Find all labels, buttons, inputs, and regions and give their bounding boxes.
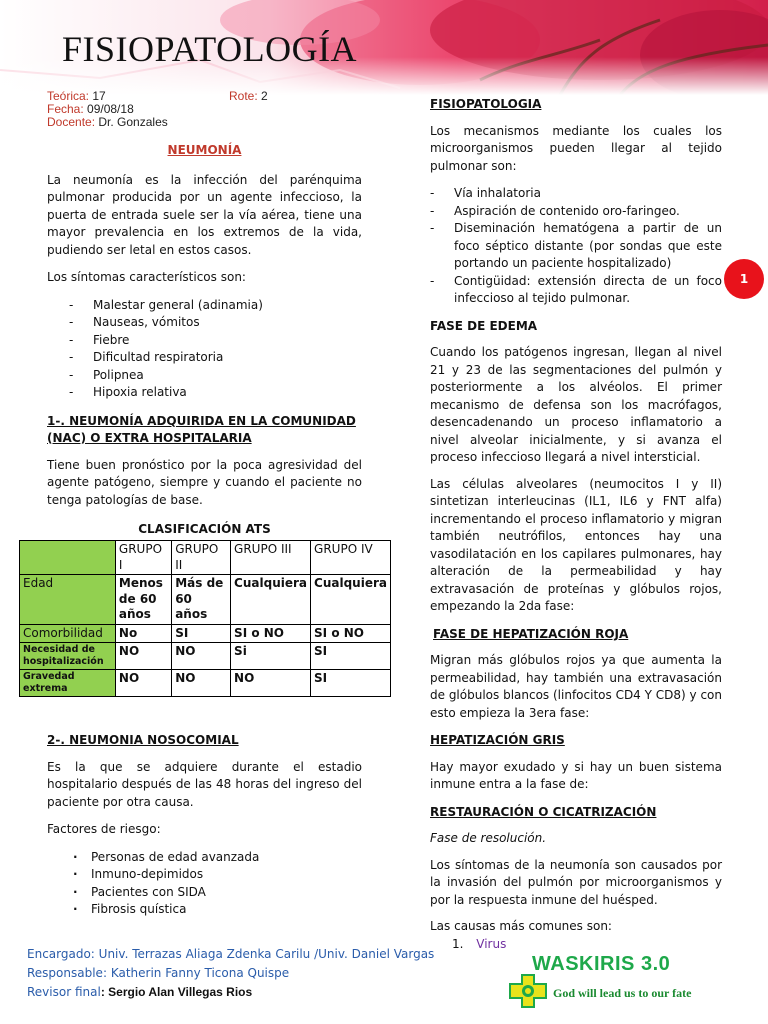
left-column-lower: [47, 732, 362, 919]
restauracion-heading: RESTAURACIÓN O CICATRIZACIÓN: [430, 804, 657, 819]
list-item: - Hipoxia relativa: [69, 384, 362, 402]
table-row: [20, 624, 391, 643]
nosocomial-heading: 2-. NEUMONIA NOSOCOMIAL: [47, 733, 239, 747]
table-cell: Menos de 60 años: [115, 575, 171, 625]
list-item: - Diseminación hematógena a partir de un foco séptico distante (por sondas que este portando un paciente hospitalizado): [430, 220, 722, 273]
table-cell: SI: [172, 624, 231, 643]
symptoms-list: [69, 297, 362, 402]
list-item: · Personas de edad avanzada: [71, 849, 362, 867]
footer-encargado: [27, 947, 434, 961]
teorica-label: Teórica:: [47, 89, 90, 103]
table-cell: NO: [172, 643, 231, 670]
table-cell: NO: [115, 670, 171, 697]
table-cell: SI: [311, 643, 391, 670]
table-row: [20, 643, 391, 670]
table-title: CLASIFICACIÓN ATS: [138, 522, 271, 536]
nac-heading-line-2: (NAC) O EXTRA HOSPITALARIA: [47, 430, 252, 445]
hepatizacion-roja-heading: FASE DE HEPATIZACIÓN ROJA: [433, 626, 629, 641]
responsable-value: Katherin Fanny Ticona Quispe: [110, 966, 290, 980]
risk-intro: Factores de riesgo:: [47, 822, 161, 836]
brand-name: WASKIRIS 3.0: [532, 953, 671, 975]
nac-heading: [47, 413, 362, 447]
fecha-label: Fecha:: [47, 102, 84, 116]
row-label: Edad: [20, 575, 116, 625]
right-column: [430, 96, 722, 953]
table-cell: NO: [231, 670, 311, 697]
table-cell: No: [115, 624, 171, 643]
edema-heading: FASE DE EDEMA: [430, 318, 538, 333]
edema-paragraph-2: Las células alveolares (neumocitos I y II) sintetizan interleucinas (IL1, IL6 y FNT alfa) incrementando el proceso inflamatorio y migran también neutrófilos, entonces hay una vasodilatación en los capilares pulmonares, hay alteración de la permeabilidad y hay extravasación de proteínas y glóbulos rojos, empezando la 2da fase:: [430, 476, 722, 613]
list-item: - Aspiración de contenido oro-faringeo.: [430, 203, 722, 221]
causes-list-item: [452, 936, 722, 954]
table-cell: Cualquiera: [231, 575, 311, 625]
responsable-label: Responsable:: [27, 966, 107, 980]
table-cell: SI o NO: [231, 624, 311, 643]
page-number-badge: 1: [724, 259, 764, 299]
causes-number: 1.: [452, 936, 464, 951]
fisiopatologia-intro: Los mecanismos mediante los cuales los microorganismos pueden llegar al tejido pulmonar son:: [430, 123, 722, 173]
fisiopatologia-heading: FISIOPATOLOGIA: [430, 97, 542, 111]
table-row: [20, 575, 391, 625]
list-item: - Dificultad respiratoria: [69, 349, 362, 367]
list-item: · Pacientes con SIDA: [71, 884, 362, 902]
routes-list: [430, 185, 722, 308]
edema-paragraph-1: Cuando los patógenos ingresan, llegan al nivel 21 y 23 de las segmentaciones del pulmón y posteriormente a los alvéolos. El primer mecanismo de defensa son los macrófagos, desencadenando un proceso inflamatorio a nivel alveolar inicialmente, y si avanza el proceso infeccioso llegará a nivel intersticial.: [430, 345, 722, 464]
table-header: GRUPO IV: [311, 541, 391, 575]
symptoms-intro: Los síntomas característicos son:: [47, 270, 246, 284]
list-item: · Inmuno-depimidos: [71, 866, 362, 884]
table-cell: SI: [311, 670, 391, 697]
table-cell: Cualquiera: [311, 575, 391, 625]
table-cell: Si: [231, 643, 311, 670]
list-item: - Malestar general (adinamia): [69, 297, 362, 315]
meta-rote: [229, 90, 268, 103]
row-label: Gravedad extrema: [20, 670, 116, 697]
table-cell: NO: [172, 670, 231, 697]
revisor-label: Revisor final: [27, 985, 101, 999]
page-title: FISIOPATOLOGÍA: [62, 29, 358, 69]
table-cell: NO: [115, 643, 171, 670]
hepatizacion-gris-heading: HEPATIZACIÓN GRIS: [430, 733, 565, 747]
cause-virus: Virus: [476, 936, 507, 951]
list-item: - Vía inhalatoria: [430, 185, 722, 203]
fecha-value: 09/08/18: [87, 102, 134, 116]
table-header: GRUPO I: [115, 541, 171, 575]
rote-value: 2: [261, 89, 268, 103]
encargado-label: Encargado:: [27, 947, 95, 961]
docente-label: Docente:: [47, 115, 96, 129]
meta-docente: [47, 116, 168, 129]
list-item: - Nauseas, vómitos: [69, 314, 362, 332]
docente-value: Dr. Gonzales: [98, 115, 168, 129]
table-header: GRUPO II: [172, 541, 231, 575]
table-cell: SI o NO: [311, 624, 391, 643]
teorica-value: 17: [92, 89, 106, 103]
list-item: · Fibrosis quística: [71, 901, 362, 919]
table-row: [20, 670, 391, 697]
hepatizacion-roja-text: Migran más glóbulos rojos ya que aumenta la permeabilidad, hay también una extravasación de glóbulos blancos (linfocitos CD4 Y CD8) y con esto empieza la 3era fase:: [430, 653, 722, 720]
nac-heading-line-1: 1-. NEUMONÍA ADQUIRIDA EN LA COMUNIDAD: [47, 413, 356, 428]
row-label: Necesidad de hospitalización: [20, 643, 116, 670]
row-label: Comorbilidad: [20, 624, 116, 643]
nosocomial-text: Es la que se adquiere durante el estadio hospitalario después de las 48 horas del ingreso del paciente por otra causa.: [47, 759, 362, 809]
ats-table: [19, 540, 391, 697]
symptoms-cause-text: Los síntomas de la neumonía son causados por la invasión del pulmón por microorganismos y por la respuesta inmune del huésped.: [430, 857, 722, 907]
table-row: [20, 541, 391, 575]
encargado-value: Univ. Terrazas Aliaga Zdenka Carilu /Univ. Daniel Vargas: [98, 947, 435, 961]
list-item: - Fiebre: [69, 332, 362, 350]
rote-label: Rote:: [229, 89, 258, 103]
risk-list: [71, 849, 362, 919]
left-column: [47, 142, 362, 539]
table-header: GRUPO III: [231, 541, 311, 575]
footer-revisor: [27, 985, 252, 999]
list-item: - Contigüidad: extensión directa de un foco infeccioso al tejido pulmonar.: [430, 273, 722, 308]
revisor-value: : Sergio Alan Villegas Rios: [100, 985, 253, 999]
waskiris-logo-icon: [509, 974, 547, 1008]
nac-text: Tiene buen pronóstico por la poca agresividad del agente patógeno, siempre y cuando el paciente no tenga patologías de base.: [47, 457, 362, 507]
table-corner: [20, 541, 116, 575]
hepatizacion-gris-text: Hay mayor exudado y si hay un buen sistema inmune entra a la fase de:: [430, 759, 722, 791]
footer-responsable: [27, 966, 289, 980]
brand-tagline: God will lead us to our fate: [553, 986, 692, 1000]
list-item: - Polipnea: [69, 367, 362, 385]
resolucion-phase: Fase de resolución.: [430, 831, 547, 845]
causes-intro: Las causas más comunes son:: [430, 919, 612, 933]
table-cell: Más de 60 años: [172, 575, 231, 625]
neumonia-heading: NEUMONÍA: [167, 143, 242, 157]
neumonia-intro: La neumonía es la infección del parénquima pulmonar producida por un agente infeccioso, la puerta de entrada suele ser la vía aérea, tiene una mayor prevalencia en los extremos de la vida, pudiendo ser letal en estos casos.: [47, 172, 362, 257]
